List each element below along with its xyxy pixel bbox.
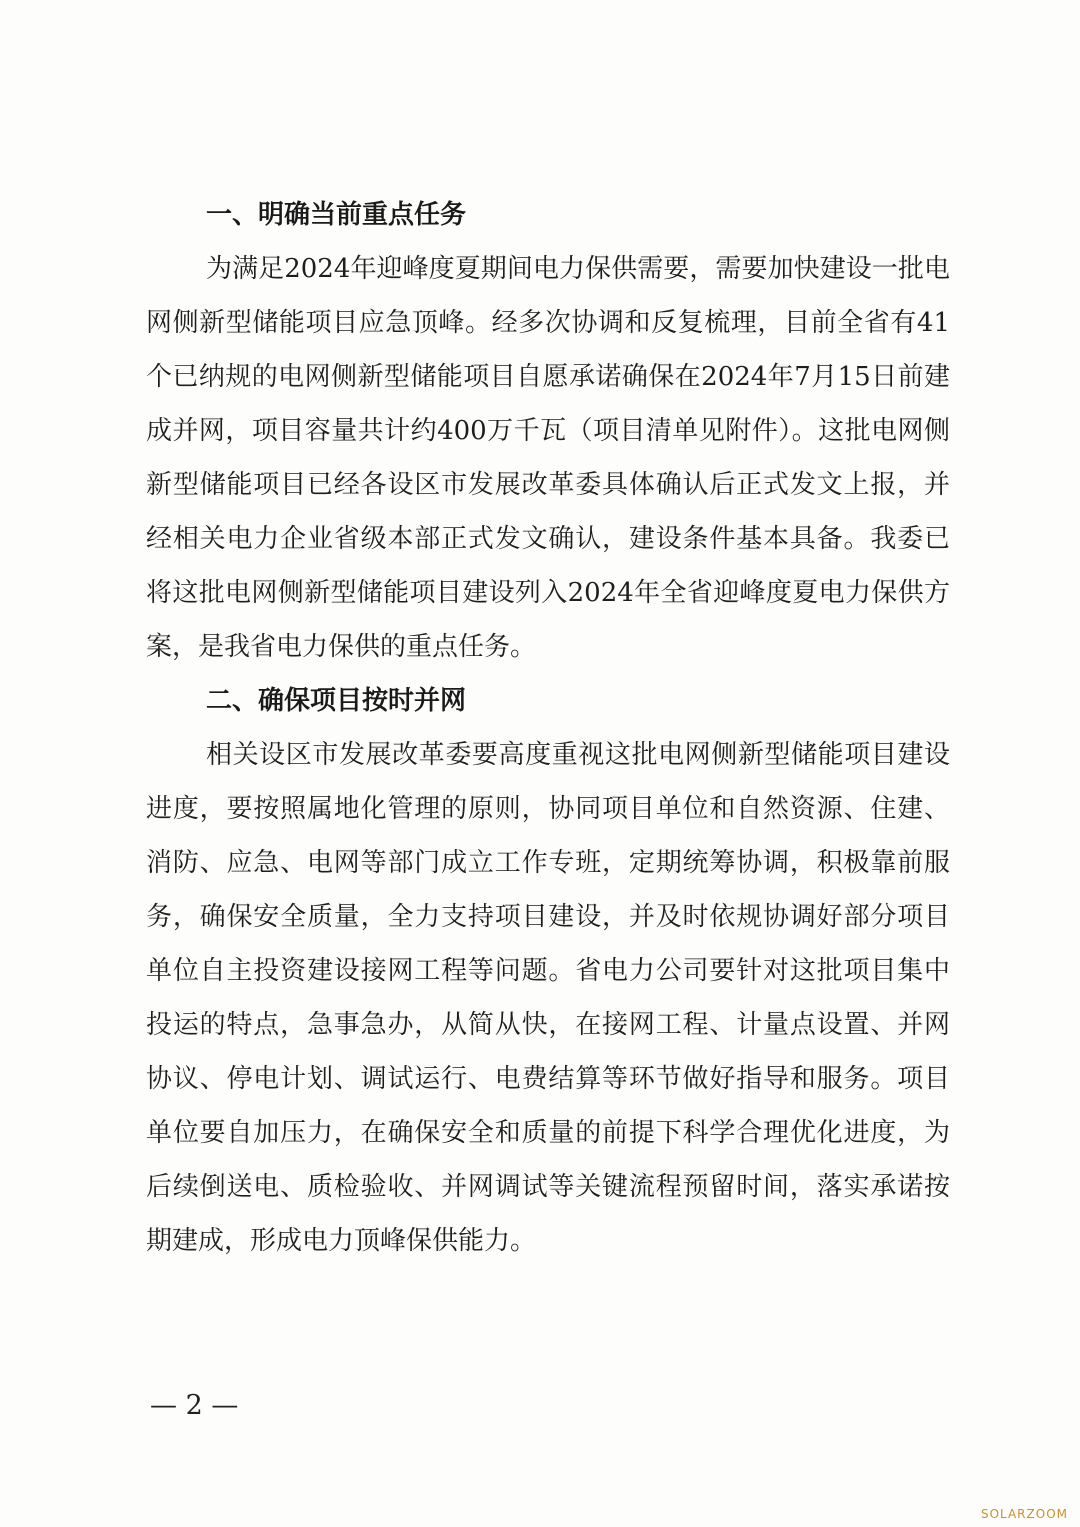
section-paragraph-2: 相关设区市发展改革委要高度重视这批电网侧新型储能项目建设进度，要按照属地化管理的原则，协同项目单位和自然资源、住建、消防、应急、电网等部门成立工作专班，定期统筹协调，积极靠前服务，确保安全质量，全力支持项目建设，并及时依规协调好部分项目单位自主投资建设接网工程等问题。省电力公司要针对这批项目集中投运的特点，急事急办，从简从快，在接网工程、计量点设置、并网协议、停电计划、调试运行、电费结算等环节做好指导和服务。项目单位要自加压力，在确保安全和质量的前提下科学合理优化进度，为后续倒送电、质检验收、并网调试等关键流程预留时间，落实承诺按期建成，形成电力顶峰保供能力。 (146, 740, 950, 1256)
section-heading-1: 一、明确当前重点任务 (206, 200, 467, 230)
section-heading-2: 二、确保项目按时并网 (206, 686, 467, 716)
watermark-logo: SOLARZOOM (980, 1507, 1068, 1521)
section-paragraph-1: 为满足2024年迎峰度夏期间电力保供需要，需要加快建设一批电网侧新型储能项目应急顶峰。经多次协调和反复梳理，目前全省有41个已纳规的电网侧新型储能项目自愿承诺确保在2024年7月15日前建成并网，项目容量共计约400万千瓦（项目清单见附件）。这批电网侧新型储能项目已经各设区市发展改革委具体确认后正式发文上报，并经相关电力企业省级本部正式发文确认，建设条件基本具备。我委已将这批电网侧新型储能项目建设列入2024年全省迎峰度夏电力保供方案，是我省电力保供的重点任务。 (146, 254, 950, 662)
document-body (146, 188, 950, 1268)
page-number: — 2 — (150, 1390, 239, 1421)
